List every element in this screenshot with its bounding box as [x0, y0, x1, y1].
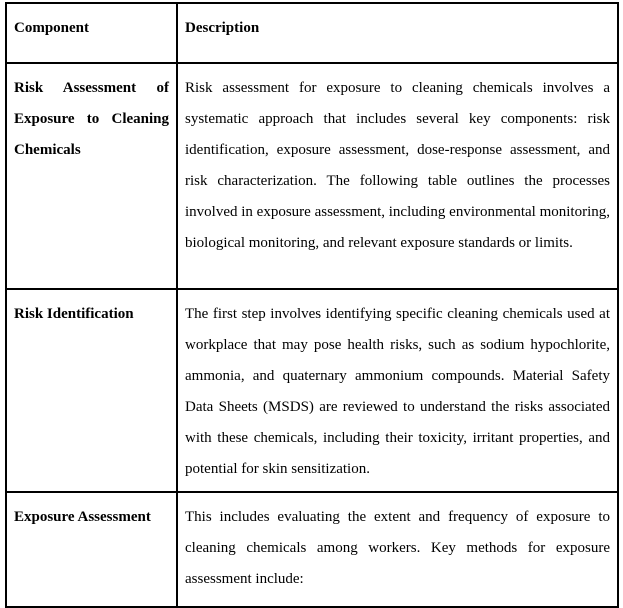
table-row	[6, 289, 618, 492]
table-row	[6, 63, 618, 289]
description-cell: The first step involves identifying specific cleaning chemicals used at workplace that may pose health risks, such as sodium hypochlorite, ammonia, and quaternary ammonium compounds. Material Safety Data Sheets (MSDS) are reviewed to understand the risks associated with these chemicals, including their toxicity, irritant properties, and potential for skin sensitization.	[177, 289, 618, 492]
table-row	[6, 492, 618, 607]
description-cell: This includes evaluating the extent and frequency of exposure to cleaning chemicals among workers. Key methods for exposure assessment include:	[177, 492, 618, 607]
component-description-table	[5, 2, 619, 608]
column-header-description: Description	[177, 3, 618, 63]
component-cell: Risk Identification	[6, 289, 177, 492]
component-cell: Risk Assessment of Exposure to Cleaning Chemicals	[6, 63, 177, 289]
column-header-component: Component	[6, 3, 177, 63]
component-cell: Exposure Assessment	[6, 492, 177, 607]
description-cell: Risk assessment for exposure to cleaning chemicals involves a systematic approach that includes several key components: risk identification, exposure assessment, dose-response assessment, and risk characterization. The following table outlines the processes involved in exposure assessment, including environmental monitoring, biological monitoring, and relevant exposure standards or limits.	[177, 63, 618, 289]
table-header-row	[6, 3, 618, 63]
